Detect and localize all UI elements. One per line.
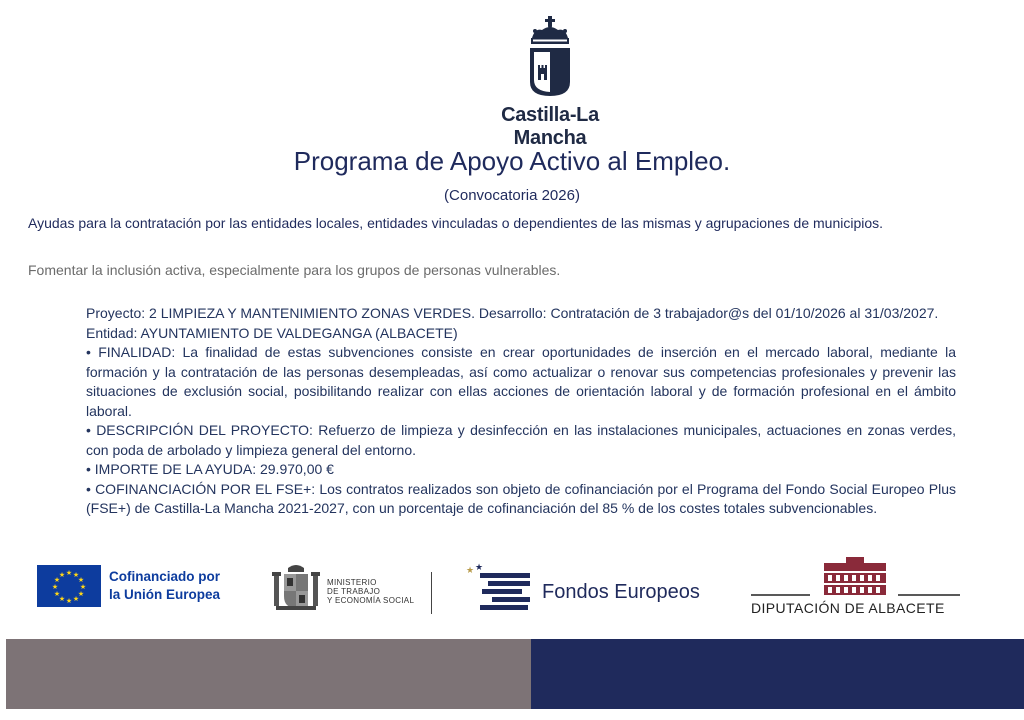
footer-navy-band (531, 639, 1024, 709)
project-details (86, 304, 956, 519)
fondos-europeos-label: Fondos Europeos (542, 581, 700, 603)
svg-text:★: ★ (53, 576, 61, 584)
eu-logo (37, 565, 247, 609)
descripcion-paragraph: • DESCRIPCIÓN DEL PROYECTO: Refuerzo de limpieza y desinfección en las instalaciones municipales, actuaciones en zonas verdes, con poda de arbolado y limpieza general del entorno. (86, 422, 956, 458)
svg-text:★: ★ (466, 566, 475, 576)
entity-line: Entidad: AYUNTAMIENTO DE VALDEGANGA (ALBACETE) (86, 324, 458, 341)
svg-text:★: ★ (79, 583, 87, 591)
page-title: Programa de Apoyo Activo al Empleo. (293, 146, 731, 176)
svg-text:★: ★ (53, 590, 61, 598)
svg-text:★: ★ (58, 595, 66, 603)
svg-text:★: ★ (72, 571, 80, 579)
ministry-logo (271, 560, 441, 616)
svg-text:★: ★ (77, 576, 85, 584)
svg-text:★: ★ (65, 597, 73, 605)
svg-text:★: ★ (58, 571, 66, 579)
finalidad-paragraph: • FINALIDAD: La finalidad de estas subvenciones consiste en crear oportunidades de inserción en el mercado laboral, mediante la formación y la contratación de las personas desempleadas, así como actualizar o renovar sus competencias profesionales y prevenir las situaciones de exclusión social, posibilitando realizar con ellas acciones de orientación laboral y de formación profesional en el ámbito laboral. (86, 344, 956, 419)
diputacion-logo (748, 557, 963, 621)
svg-text:★: ★ (475, 563, 484, 573)
diputacion-label: DIPUTACIÓN DE ALBACETE (751, 600, 945, 616)
fondos-europeos-icon (466, 563, 536, 615)
svg-text:★: ★ (77, 590, 85, 598)
importe-paragraph: • IMPORTE DE LA AYUDA: 29.970,00 € (86, 461, 334, 477)
objective-text: Fomentar la inclusión activa, especialmente para los grupos de personas vulnerables. (28, 262, 561, 278)
diputacion-building-icon (748, 557, 963, 599)
footer-grey-band (6, 639, 531, 709)
intro-text: Ayudas para la contratación por las entidades locales, entidades vinculadas o dependientes de las mismas y agrupaciones de municipios. (28, 215, 884, 231)
svg-text:★: ★ (65, 569, 73, 577)
fondos-europeos-logo (466, 563, 716, 619)
funding-logos (0, 555, 1024, 625)
spain-coat-of-arms-icon (271, 562, 321, 616)
svg-text:★: ★ (51, 583, 59, 591)
region-name: Castilla-La Mancha (501, 104, 599, 149)
ministry-label: MINISTERIO DE TRABAJO Y ECONOMÍA SOCIAL (327, 578, 415, 605)
svg-text:★: ★ (72, 595, 80, 603)
castilla-la-mancha-logo (470, 16, 630, 149)
project-line: Proyecto: 2 LIMPIEZA Y MANTENIMIENTO ZONAS VERDES. Desarrollo: Contratación de 3 trabajador@s del 01/10/2026 al 31/03/2027. (86, 305, 939, 321)
page-subtitle: (Convocatoria 2026) (444, 187, 580, 204)
cofinanciacion-paragraph: • COFINANCIACIÓN POR EL FSE+: Los contratos realizados son objeto de cofinanciación por el Programa del Fondo Social Europeo Plus (FSE+) de Castilla-La Mancha 2021-2027, con un porcentaje de cofinanciación del 85 % de los costes totales subvencionables. (86, 480, 956, 516)
eu-label: Cofinanciado por la Unión Europea (109, 569, 221, 602)
eu-flag-icon (37, 565, 101, 607)
castle-crown-icon (520, 16, 580, 98)
divider (431, 572, 432, 614)
